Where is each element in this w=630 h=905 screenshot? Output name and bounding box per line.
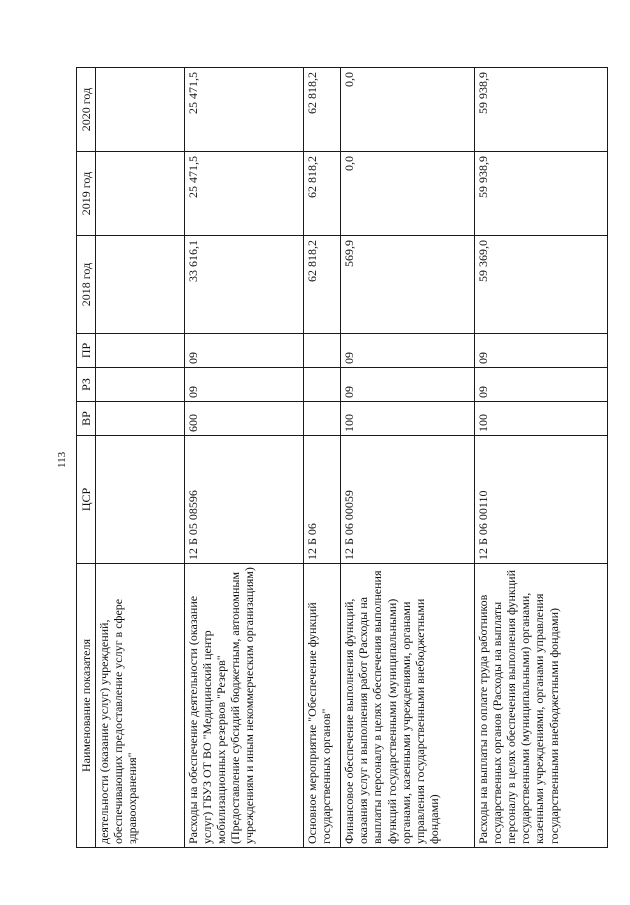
header-2019: 2019 год — [77, 152, 96, 236]
row-name: Расходы на выплаты по оплате труда работников государственных органов (Расходы на выплаты персоналу в целях обеспечения выполнения функций государственными (муниципальными) органами, казенными учреждениями, органами управления государственными внебюджетными фондами) — [474, 564, 608, 848]
header-pr: ПР — [77, 334, 96, 368]
row-2020: 0,0 — [341, 68, 474, 152]
row-vr — [303, 402, 341, 436]
row-vr — [96, 402, 185, 436]
row-2018: 33 616,1 — [184, 236, 303, 334]
row-rz: 09 — [474, 368, 608, 402]
row-name: Основное мероприятие "Обеспечение функций государственных органов" — [303, 564, 341, 848]
row-2019 — [96, 152, 185, 236]
row-csr: 12 Б 06 — [303, 436, 341, 564]
row-2020: 25 471,5 — [184, 68, 303, 152]
table-row — [474, 68, 608, 848]
row-rz — [96, 368, 185, 402]
row-2019: 62 818,2 — [303, 152, 341, 236]
row-2020: 62 818,2 — [303, 68, 341, 152]
row-rz: 09 — [184, 368, 303, 402]
header-rz: РЗ — [77, 368, 96, 402]
table-row — [184, 68, 303, 848]
header-2020: 2020 год — [77, 68, 96, 152]
row-2018: 569,9 — [341, 236, 474, 334]
row-vr: 600 — [184, 402, 303, 436]
table-row — [96, 68, 185, 848]
row-csr: 12 Б 05 08596 — [184, 436, 303, 564]
table-header-row — [77, 68, 96, 848]
row-2018: 59 369,0 — [474, 236, 608, 334]
row-2020 — [96, 68, 185, 152]
row-2018: 62 818,2 — [303, 236, 341, 334]
row-pr: 09 — [184, 334, 303, 368]
table-row — [341, 68, 474, 848]
row-name: Расходы на обеспечение деятельности (оказание услуг) ГБУЗ ОТ ВО "Медицинский центр мобилизационных резервов "Резерв" (Предоставление субсидий бюджетным, автономным учреждениям и иным некоммерческим организациям) — [184, 564, 303, 848]
header-2018: 2018 год — [77, 236, 96, 334]
row-pr: 09 — [474, 334, 608, 368]
header-name: Наименование показателя — [77, 564, 96, 848]
row-csr — [96, 436, 185, 564]
header-csr: ЦСР — [77, 436, 96, 564]
row-pr — [96, 334, 185, 368]
row-csr: 12 Б 06 00110 — [474, 436, 608, 564]
row-vr: 100 — [341, 402, 474, 436]
row-pr: 09 — [341, 334, 474, 368]
row-rz — [303, 368, 341, 402]
row-2020: 59 938,9 — [474, 68, 608, 152]
row-vr: 100 — [474, 402, 608, 436]
table-row — [303, 68, 341, 848]
row-pr — [303, 334, 341, 368]
row-name: Финансовое обеспечение выполнения функций, оказания услуг и выполнения работ (Расходы на выплаты персоналу в целях обеспечения выполнения функций государственными (муниципальными) органами, казенными учреждениями, органами управления государственными внебюджетными фондами) — [341, 564, 474, 848]
row-csr: 12 Б 06 00059 — [341, 436, 474, 564]
budget-table — [76, 67, 608, 848]
row-2019: 25 471,5 — [184, 152, 303, 236]
page-number: 113 — [56, 451, 68, 468]
row-rz: 09 — [341, 368, 474, 402]
rotated-table-container — [76, 68, 608, 848]
row-2019: 59 938,9 — [474, 152, 608, 236]
row-name: деятельности (оказание услуг) учреждений, обеспечивающих предоставление услуг в сфере здравоохранения" — [96, 564, 185, 848]
header-vr: ВР — [77, 402, 96, 436]
row-2019: 0,0 — [341, 152, 474, 236]
row-2018 — [96, 236, 185, 334]
